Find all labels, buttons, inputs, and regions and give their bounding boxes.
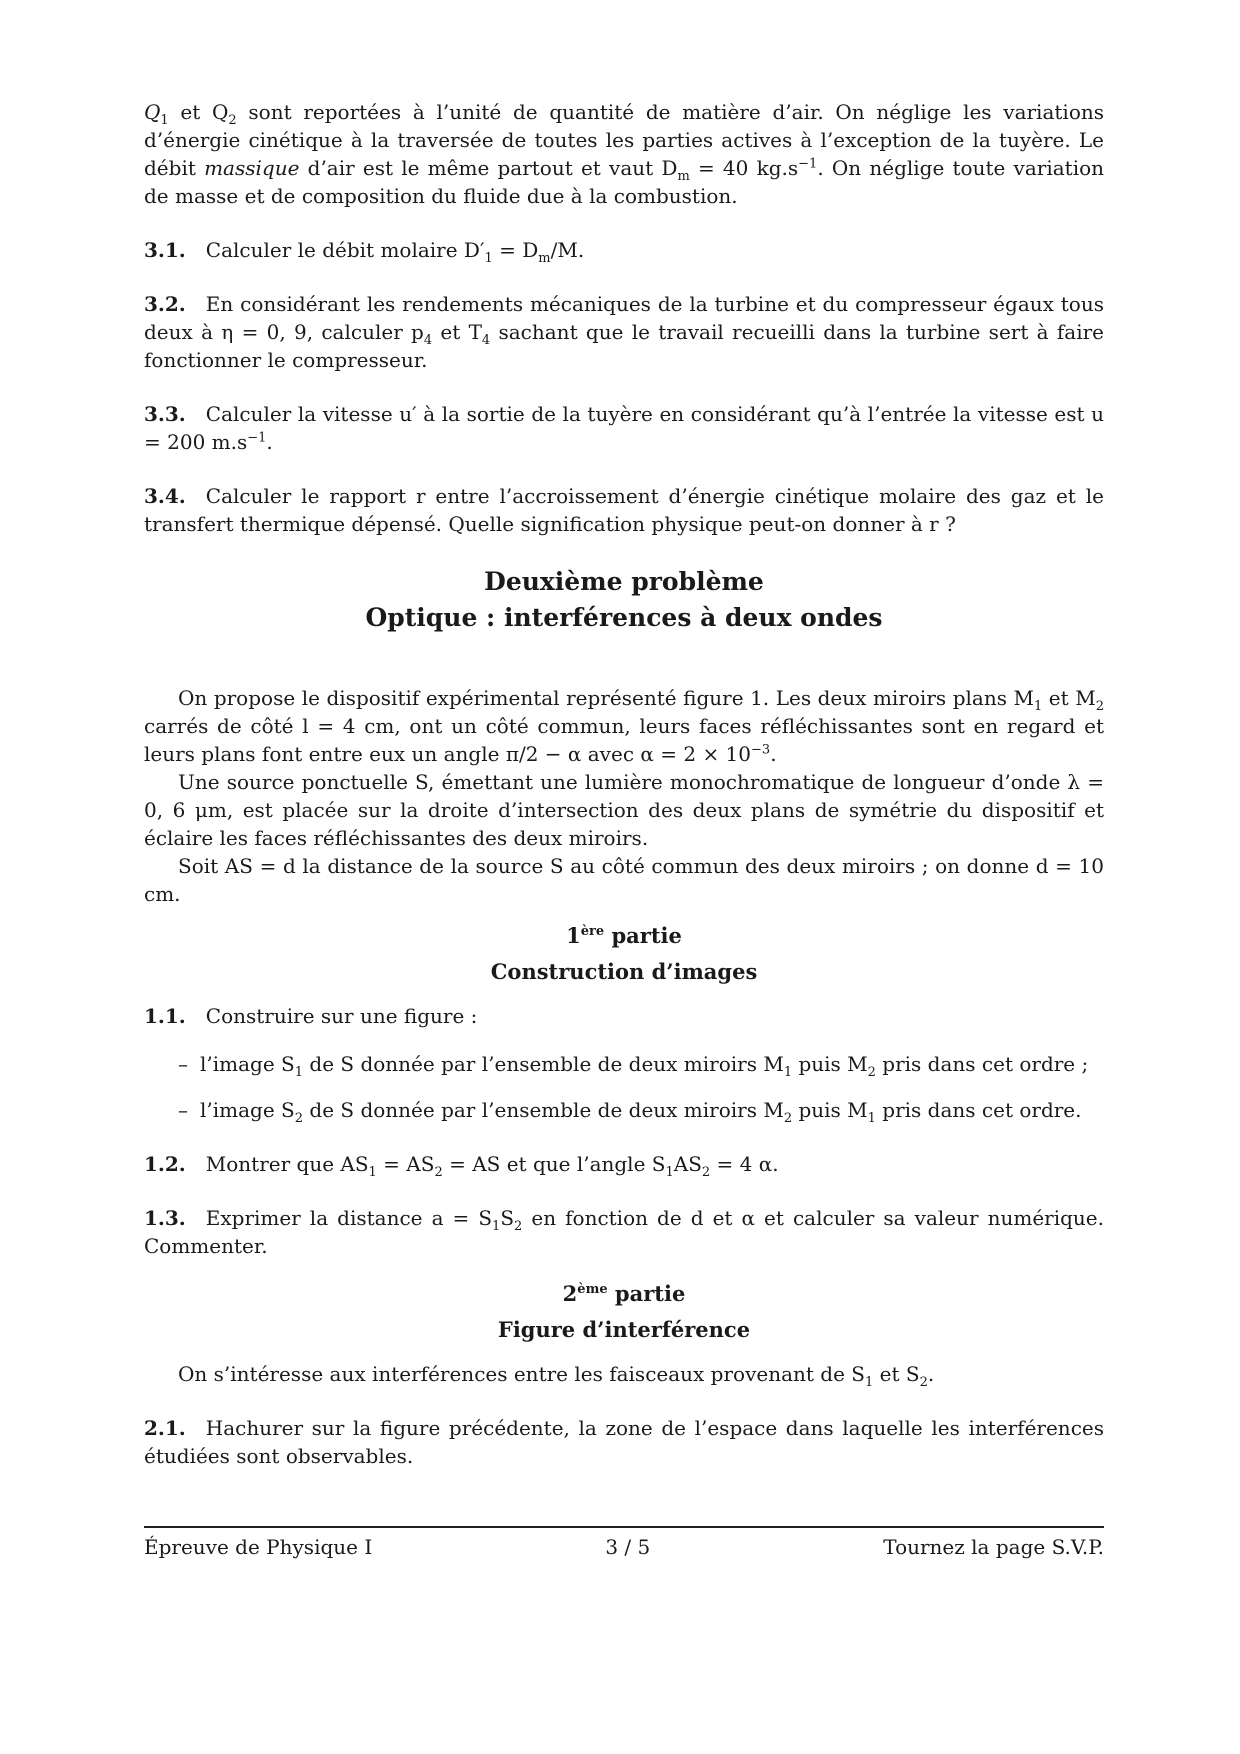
text-run: pris dans cet ordre ;: [875, 1052, 1089, 1076]
part-1-title: Construction d’images: [490, 959, 758, 984]
part-label: partie: [604, 923, 682, 948]
problem-heading: Deuxième problème: [484, 567, 764, 596]
document-body: [144, 98, 1104, 1470]
setup-paragraph-2: Une source ponctuelle S, émettant une lumière monochromatique de longueur d’onde λ = 0, 6 μm, est placée sur la droite d’intersection des deux plans de symétrie du dispositif et éclaire les faces réfléchissantes des deux miroirs.: [144, 770, 1104, 850]
subscript: 4: [481, 333, 491, 348]
text-run: l’image S: [200, 1052, 295, 1076]
question-number: 3.3.: [144, 402, 186, 426]
list-item: [144, 1050, 1104, 1078]
problem-subheading: Optique : interférences à deux ondes: [365, 603, 883, 632]
subscript: 4: [423, 333, 433, 348]
subscript: m: [677, 169, 690, 184]
subscript: 2: [701, 1165, 711, 1180]
text-run: .: [927, 1362, 935, 1386]
footer-turn-page: Tournez la page S.V.P.: [883, 1535, 1104, 1559]
part-number: 2: [562, 1281, 578, 1306]
subscript: 1: [294, 1065, 304, 1080]
text-run: puis M: [792, 1052, 868, 1076]
question-1-2: [144, 1150, 1104, 1178]
superscript: ème: [577, 1282, 608, 1297]
superscript: −1: [247, 430, 267, 446]
question-number: 3.2.: [144, 292, 186, 316]
subscript: 2: [294, 1111, 304, 1126]
text-run: et Q: [168, 100, 229, 124]
dash-bullet: –: [178, 1098, 188, 1122]
part-2-intro: [144, 1360, 1104, 1388]
text-run: et M: [1042, 686, 1096, 710]
superscript: ère: [580, 924, 605, 939]
text-run: = D: [492, 238, 539, 262]
text-run: On propose le dispositif expérimental représenté figure 1. Les deux miroirs plans M: [178, 686, 1034, 710]
text-run: AS: [673, 1152, 702, 1176]
text-run: .: [770, 742, 777, 766]
question-number: 1.2.: [144, 1152, 186, 1176]
text-run: = AS: [376, 1152, 435, 1176]
text-run: sont reportées à l’unité de quantité de matière d’air. On néglige les variations d’énergie cinétique à la traversée de toutes les parties actives à l’exception de la tuyère. Le débit: [144, 100, 1104, 180]
text-run: . On néglige toute variation de masse et de composition du fluide due à la combustion.: [144, 156, 1105, 208]
subscript: 2: [228, 113, 237, 128]
part-2-heading: [144, 1280, 1104, 1308]
text-run: S: [500, 1206, 515, 1230]
text-run: pris dans cet ordre.: [875, 1098, 1082, 1122]
subscript: 1: [368, 1165, 377, 1180]
question-text: Montrer que AS: [205, 1152, 369, 1176]
dash-bullet: –: [178, 1052, 188, 1076]
subscript: m: [538, 251, 551, 266]
question-text: Exprimer la distance a = S: [205, 1206, 493, 1230]
question-3-3: [144, 400, 1104, 456]
text-run: .: [266, 430, 273, 454]
question-2-1: [144, 1414, 1104, 1470]
subscript: 2: [783, 1111, 793, 1126]
subscript: 1: [160, 113, 169, 128]
question-3-1: [144, 236, 1104, 264]
subscript: 1: [484, 251, 493, 266]
question-text: Calculer le rapport r entre l’accroissement d’énergie cinétique molaire des gaz et le transfert thermique dépensé. Quelle signification physique peut-on donner à r ?: [144, 484, 1104, 536]
footer-exam-title: Épreuve de Physique I: [144, 1535, 373, 1559]
question-number: 3.1.: [144, 238, 186, 262]
text-run: = AS et que l’angle S: [442, 1152, 666, 1176]
question-text: Construire sur une figure :: [205, 1004, 478, 1028]
question-number: 3.4.: [144, 484, 186, 508]
question-text: Hachurer sur la figure précédente, la zone de l’espace dans laquelle les interférences étudiées sont observables.: [144, 1416, 1104, 1468]
part-2-title: Figure d’interférence: [497, 1317, 751, 1342]
question-text: Calculer le débit molaire D′: [205, 238, 485, 262]
text-run: en fonction de d et α et calculer sa valeur numérique. Commenter.: [144, 1206, 1104, 1258]
text-run: l’image S: [200, 1098, 295, 1122]
setup-paragraph-3: Soit AS = d la distance de la source S au côté commun des deux miroirs ; on donne d = 10 cm.: [144, 854, 1104, 906]
text-run: sachant que le travail recueilli dans la turbine sert à faire fonctionner le compresseur.: [144, 320, 1104, 372]
subscript: 1: [865, 1375, 874, 1390]
text-run: carrés de côté l = 4 cm, ont un côté commun, leurs faces réfléchissantes sont en regard et leurs plans font entre eux un angle π/2 − α avec α = 2 × 10: [144, 714, 1104, 766]
subscript: 1: [1033, 699, 1043, 714]
list-item: [144, 1096, 1104, 1124]
subscript: 2: [919, 1375, 928, 1390]
text-run: puis M: [792, 1098, 868, 1122]
question-1-3: [144, 1204, 1104, 1260]
question-3-4: [144, 482, 1104, 538]
footer-divider: [144, 1526, 1104, 1528]
part-label: partie: [607, 1281, 686, 1306]
text-run: On s’intéresse aux interférences entre les faisceaux provenant de S: [178, 1362, 865, 1386]
text-run: Q: [144, 100, 161, 124]
question-text: Calculer la vitesse u′ à la sortie de la tuyère en considérant qu’à l’entrée la vitesse est u = 200 m.s: [144, 402, 1104, 454]
subscript: 1: [665, 1165, 674, 1180]
setup-paragraph-1: [144, 684, 1104, 768]
problem-title: [144, 564, 1104, 636]
text-run: de S donnée par l’ensemble de deux miroirs M: [303, 1052, 784, 1076]
question-3-2: [144, 290, 1104, 374]
part-1-heading: [144, 922, 1104, 950]
subscript: 2: [867, 1065, 876, 1080]
page-footer: [144, 1535, 1104, 1559]
text-run: de S donnée par l’ensemble de deux miroirs M: [303, 1098, 784, 1122]
text-run: /M.: [550, 238, 585, 262]
emphasis: massique: [204, 156, 300, 180]
question-text: En considérant les rendements mécaniques de la turbine et du compresseur égaux tous deux à η = 0, 9, calculer p: [144, 292, 1104, 344]
intro-paragraph: [144, 98, 1104, 210]
superscript: −3: [751, 742, 771, 758]
question-number: 1.3.: [144, 1206, 186, 1230]
text-run: = 40 kg.s: [689, 156, 799, 180]
part-number: 1: [566, 923, 581, 948]
subscript: 1: [492, 1219, 501, 1234]
subscript: 1: [867, 1111, 876, 1126]
superscript: −1: [798, 156, 818, 172]
question-1-1: [144, 1002, 1104, 1030]
subscript: 2: [1095, 699, 1104, 714]
text-run: d’air est le même partout et vaut D: [299, 156, 678, 180]
text-run: et T: [432, 320, 482, 344]
question-number: 1.1.: [144, 1004, 186, 1028]
subscript: 1: [783, 1065, 793, 1080]
subscript: 2: [514, 1219, 523, 1234]
text-run: = 4 α.: [710, 1152, 779, 1176]
page-number: 3 / 5: [605, 1535, 651, 1559]
question-number: 2.1.: [144, 1416, 186, 1440]
subscript: 2: [434, 1165, 443, 1180]
text-run: et S: [873, 1362, 920, 1386]
